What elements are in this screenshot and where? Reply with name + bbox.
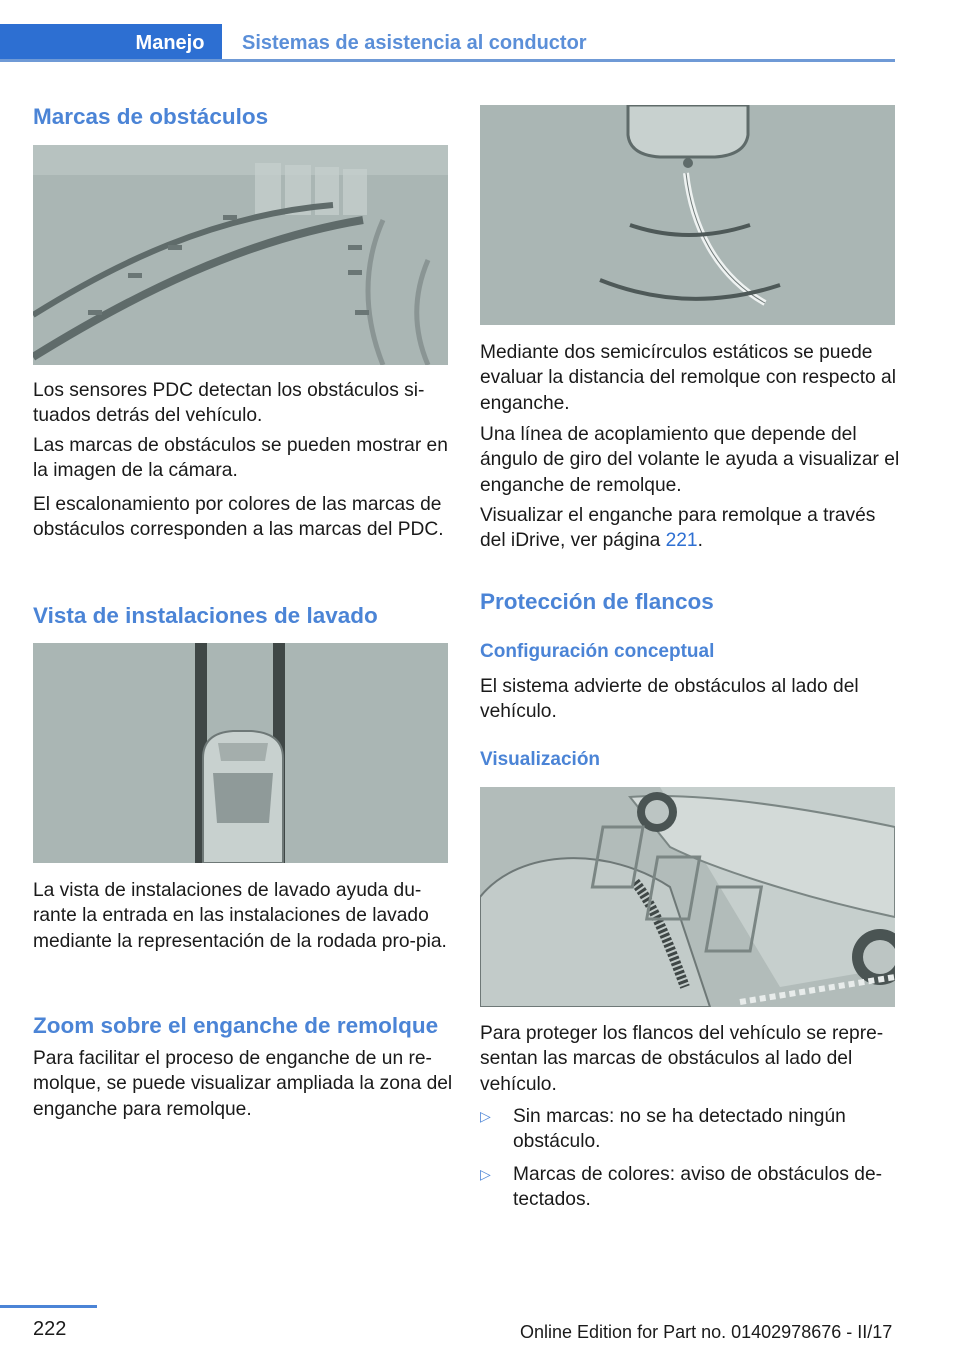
header-rule: [0, 59, 895, 62]
heading-car-wash-view: Vista de instalaciones de lavado: [33, 603, 378, 628]
paragraph-coupling-line: Una línea de acoplamiento que depende del ángulo de giro del volante le ayuda a visualizar el enganche de remolque.: [480, 424, 900, 496]
paragraph-semicircles: Mediante dos semicírculos estáticos se puede evaluar la distancia del remolque con respecto al enganche.: [480, 342, 896, 414]
paragraph-idrive: Visualizar el enganche para remolque a través del iDrive, ver página 221.: [480, 505, 876, 552]
chapter-tab[interactable]: Manejo: [118, 24, 222, 62]
heading-concept: Configuración conceptual: [480, 641, 715, 662]
edition-note: Online Edition for Part no. 01402978676 - II/17: [520, 1322, 893, 1342]
heading-flank-protection: Protección de flancos: [480, 589, 714, 614]
page-link[interactable]: 221: [665, 530, 698, 552]
paragraph-concept: El sistema advierte de obstáculos al lado del vehículo.: [480, 676, 859, 723]
triangle-bullet-icon: ▷: [480, 1108, 491, 1124]
paragraph-color-steps: El escalonamiento por colores de las marcas de obstáculos corresponden a las marcas del PDC.: [33, 494, 444, 541]
figure-flank-protection: [480, 787, 895, 1007]
heading-trailer-zoom: Zoom sobre el enganche de remolque: [33, 1013, 439, 1038]
page-number: 222: [33, 1318, 67, 1340]
paragraph-obstacle-display: Las marcas de obstáculos se pueden mostrar en la imagen de la cámara.: [33, 435, 448, 482]
paragraph-trailer-zoom: Para facilitar el proceso de enganche de un re-molque, se puede visualizar ampliada la zona del enganche para remolque.: [33, 1048, 453, 1120]
page-header: [0, 24, 895, 62]
heading-display: Visualización: [480, 749, 601, 770]
section-title[interactable]: Sistemas de asistencia al conductor: [242, 32, 587, 54]
figure-trailer-hitch: [480, 105, 895, 325]
figure-obstacle-marks: [33, 145, 448, 365]
paragraph-pdc-sensors: Los sensores PDC detectan los obstáculos si-tuados detrás del vehículo.: [33, 380, 425, 427]
heading-obstacle-marks: Marcas de obstáculos: [33, 104, 269, 129]
triangle-bullet-icon: ▷: [480, 1166, 491, 1182]
paragraph-car-wash: La vista de instalaciones de lavado ayuda du-rante la entrada en las instalaciones de lavado mediante la representación de la rodada pro-pia.: [33, 880, 447, 952]
footer-rule: [0, 1305, 97, 1308]
figure-car-wash-view: [33, 643, 448, 863]
paragraph-flank-marks: Para proteger los flancos del vehículo se repre-sentan las marcas de obstáculos al lado del vehículo.: [480, 1023, 884, 1095]
